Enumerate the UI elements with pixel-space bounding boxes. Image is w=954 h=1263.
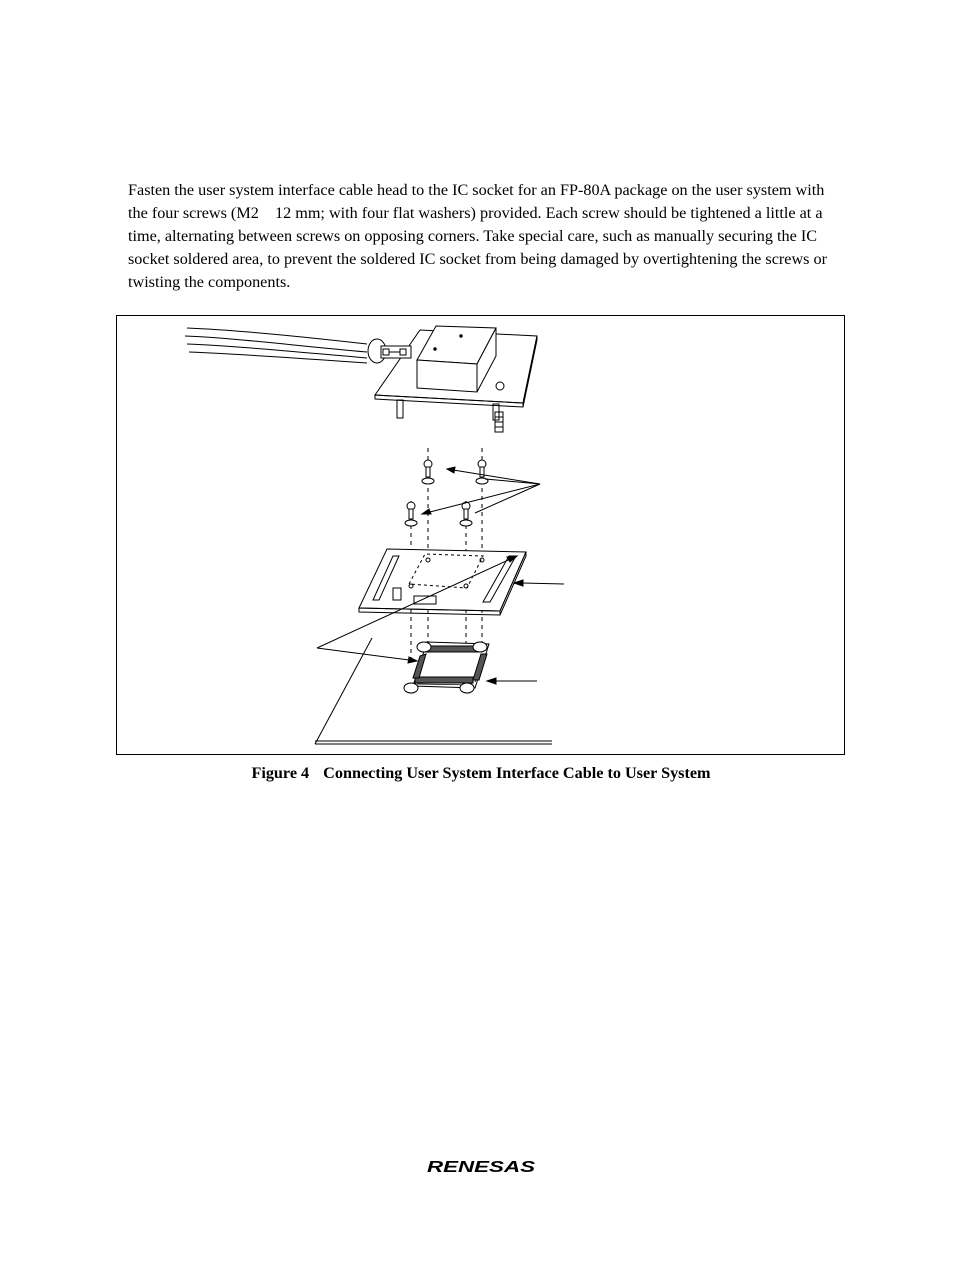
adapter-board [359,549,526,615]
body-paragraph: Fasten the user system interface cable head to the IC socket for an FP-80A package on the user system with the four screws (M2 12 mm; with four flat washers) provided. Each screw should be tightened a little at a time, alternating between screws on opposing corners. Take special care, such as manually securing the IC socket soldered area, to prevent the soldered IC socket from being damaged by overtightening the screws or twisting the components. [128,181,827,291]
interface-cable [185,328,367,363]
screws-and-washers [405,460,488,526]
ic-socket [404,642,489,693]
renesas-logo [427,1155,537,1177]
figure-caption [0,764,954,783]
screws-leader-lines [422,467,540,514]
adapter-board-leader [522,583,564,584]
assembly-illustration [117,316,846,756]
figure-title: Connecting User System Interface Cable to User System [323,764,711,782]
figure-number: Figure 4 [251,764,310,782]
figure-4-diagram [116,315,845,755]
svg-text:RENESAS: RENESAS [427,1159,536,1176]
